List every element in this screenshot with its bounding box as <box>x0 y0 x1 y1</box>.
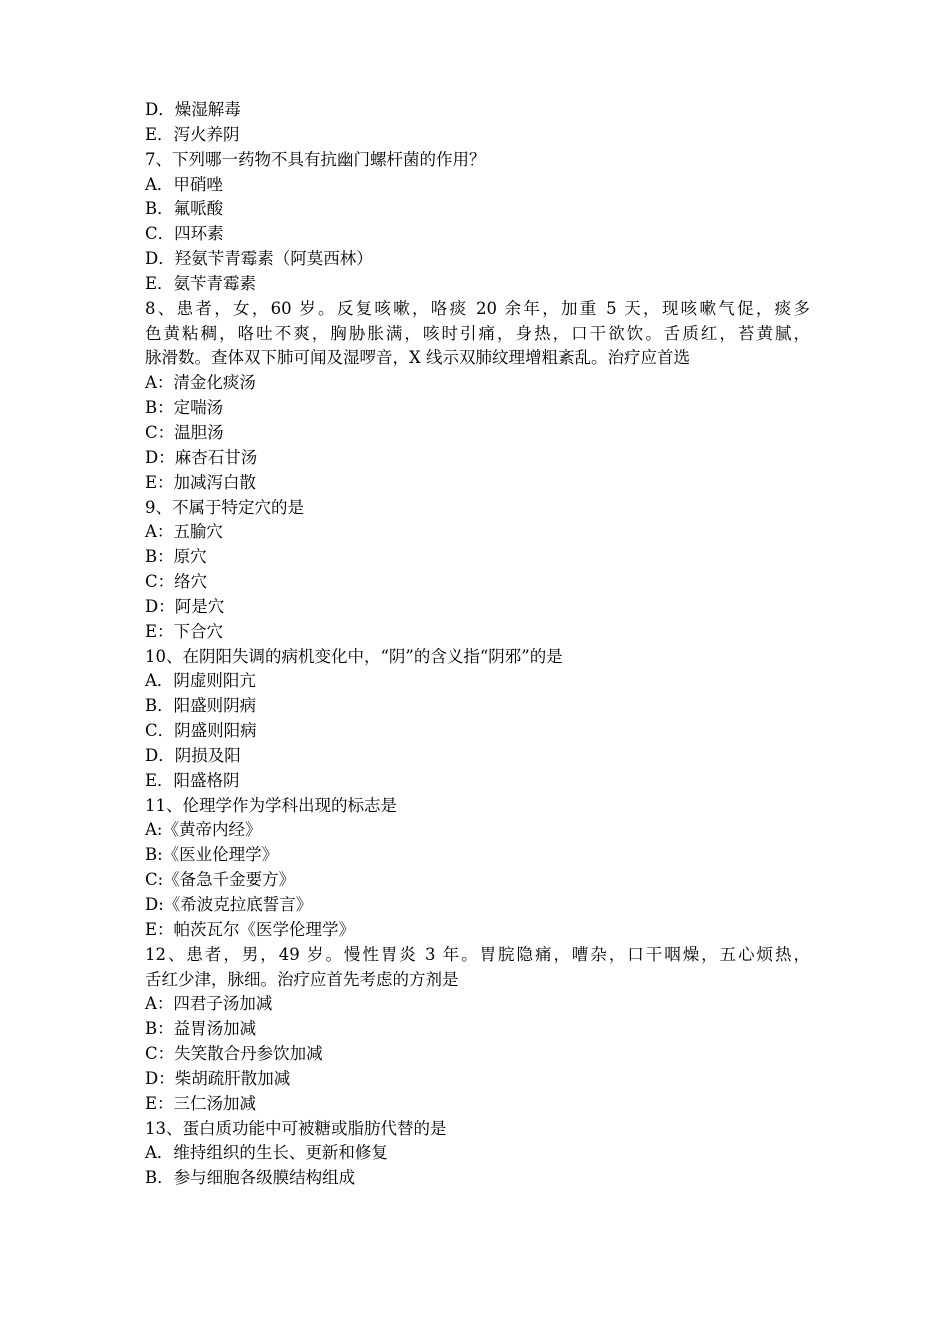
text-line: D：麻杏石甘汤 <box>145 447 258 467</box>
question-8-stem: 8、患者，女，60 岁。反复咳嗽，咯痰 20 余年，加重 5 天，现咳嗽气促，痰多 <box>145 298 810 318</box>
text-line: A：五腧穴 <box>145 522 223 542</box>
text-line: C．阴盛则阳病 <box>145 721 257 741</box>
document-page <box>145 98 810 1191</box>
text-line: D．阴损及阳 <box>145 745 241 765</box>
text-line: B：定喘汤 <box>145 398 224 418</box>
text-line: C：失笑散合丹参饮加减 <box>145 1044 323 1064</box>
text-line: E：加减泻白散 <box>145 472 257 492</box>
text-line: A．阴虚则阳亢 <box>145 671 256 691</box>
question-8-stem-cont: 色黄粘稠，咯吐不爽，胸胁胀满，咳时引痛，身热，口干欲饮。舌质红，苔黄腻， <box>145 323 810 343</box>
text-line: D：阿是穴 <box>145 596 225 616</box>
text-line: B:《医业伦理学》 <box>145 845 279 865</box>
text-line: A：四君子汤加减 <box>145 994 273 1014</box>
question-12-stem: 12、患者，男，49 岁。慢性胃炎 3 年。胃脘隐痛，嘈杂，口干咽燥，五心烦热， <box>145 944 810 964</box>
text-line: B．氟哌酸 <box>145 199 224 219</box>
text-line: A．甲硝唑 <box>145 174 223 194</box>
text-line: A．维持组织的生长、更新和修复 <box>145 1143 388 1163</box>
question-13-stem: 13、蛋白质功能中可被糖或脂肪代替的是 <box>145 1118 447 1138</box>
text-line: C：温胆汤 <box>145 422 224 442</box>
question-12-stem-cont: 舌红少津，脉细。治疗应首先考虑的方剂是 <box>145 969 459 989</box>
text-line: C．四环素 <box>145 224 224 244</box>
question-10-stem: 10、在阴阳失调的病机变化中，“阴”的含义指“阴邪”的是 <box>145 646 563 666</box>
question-11-stem: 11、伦理学作为学科出现的标志是 <box>145 795 397 815</box>
text-line: D：柴胡疏肝散加减 <box>145 1068 291 1088</box>
text-line: B．参与细胞各级膜结构组成 <box>145 1168 356 1188</box>
text-line: D．燥湿解毒 <box>145 100 241 119</box>
text-line: D．羟氨苄青霉素（阿莫西林） <box>145 249 373 269</box>
text-line: C:《备急千金要方》 <box>145 870 296 890</box>
text-line: A:《黄帝内经》 <box>145 820 262 840</box>
text-line: E：下合穴 <box>145 621 224 641</box>
text-line: B：原穴 <box>145 547 207 567</box>
question-8-stem-cont: 脉滑数。查体双下肺可闻及湿啰音，X 线示双肺纹理增粗紊乱。治疗应首选 <box>145 348 690 368</box>
text-line: B．阳盛则阴病 <box>145 696 257 716</box>
question-9-stem: 9、不属于特定穴的是 <box>145 497 304 517</box>
text-line: E：帕茨瓦尔《医学伦理学》 <box>145 919 356 939</box>
text-line: C：络穴 <box>145 572 208 592</box>
text-line: E．泻火养阴 <box>145 124 240 144</box>
text-line: B：益胃汤加减 <box>145 1019 257 1039</box>
text-line: A：清金化痰汤 <box>145 373 256 393</box>
question-7-stem: 7、下列哪一药物不具有抗幽门螺杆菌的作用？ <box>145 149 486 169</box>
text-line: E．氨苄青霉素 <box>145 273 257 293</box>
text-line: E：三仁汤加减 <box>145 1093 257 1113</box>
text-line: D:《希波克拉底誓言》 <box>145 895 313 914</box>
text-line: E．阳盛格阴 <box>145 770 240 790</box>
